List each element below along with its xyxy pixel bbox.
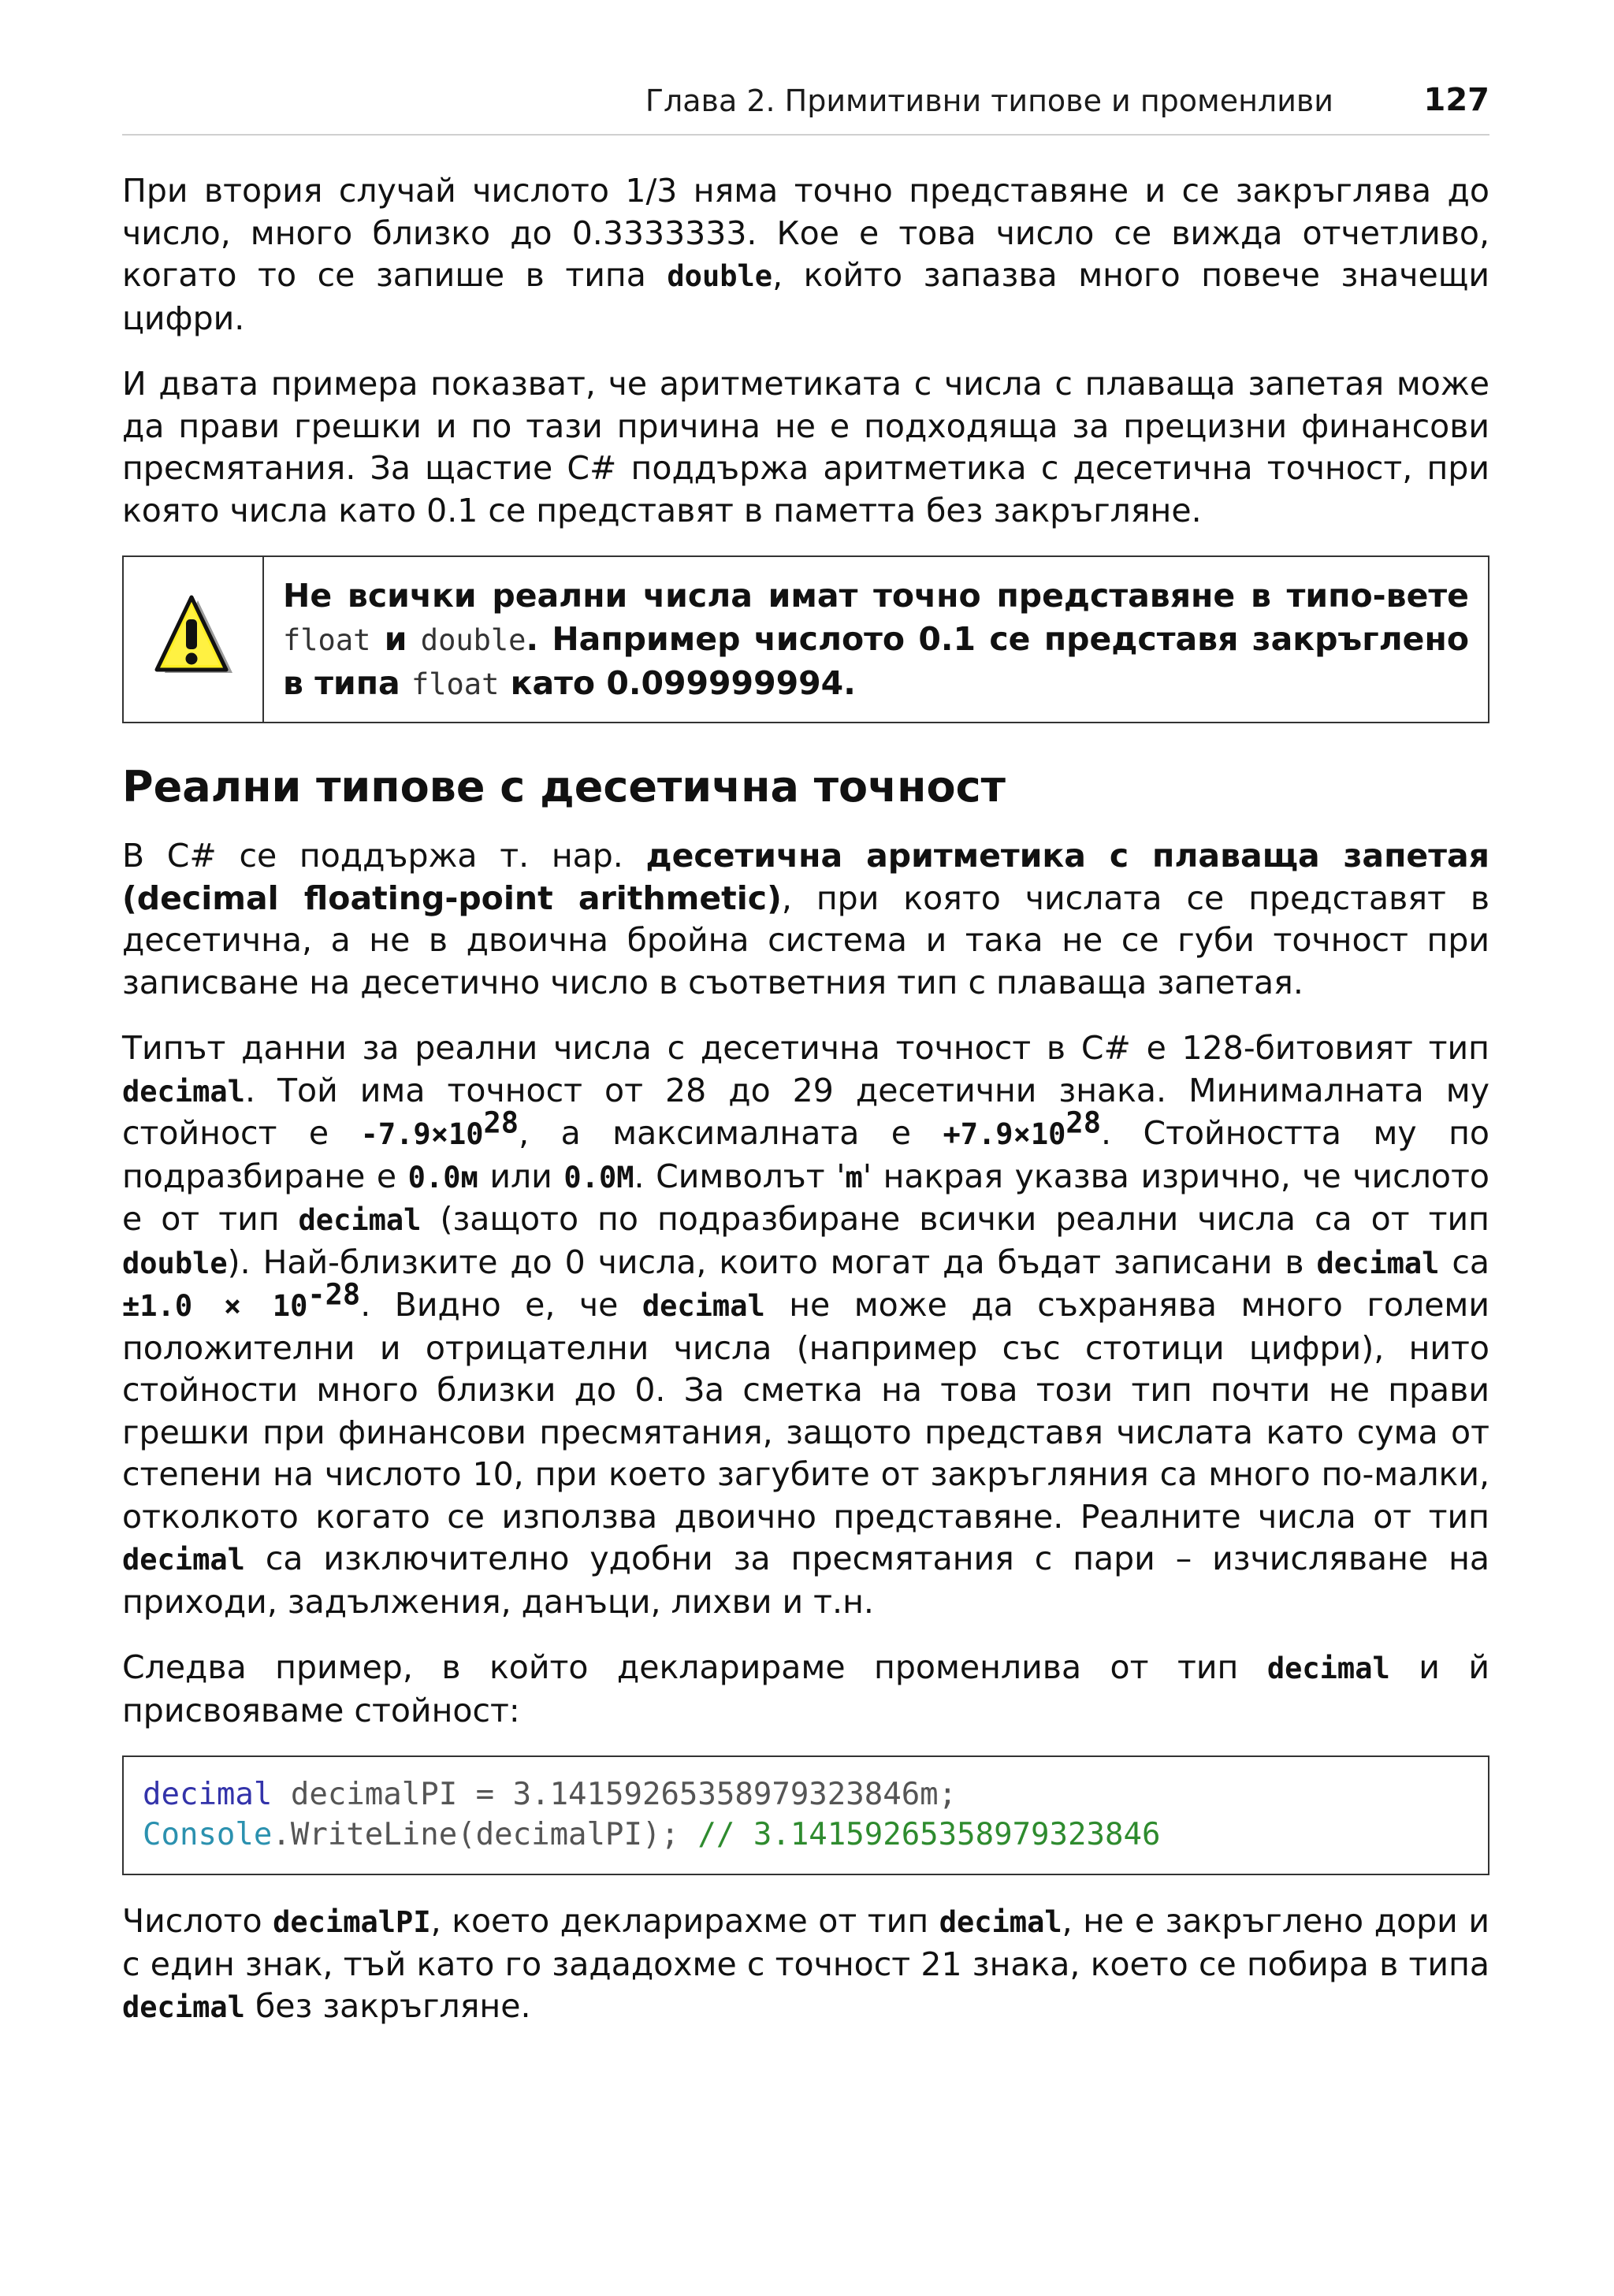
text-run: Следва пример, в който декларираме променлива от тип bbox=[122, 1648, 1267, 1686]
paragraph-4 bbox=[122, 1027, 1489, 1623]
text-run: без закръгляне. bbox=[244, 1987, 531, 2025]
inline-code: +7.9×10 bbox=[943, 1117, 1066, 1151]
text-run: Типът данни за реални числа с десетична точност в C# е 128-битовият тип bbox=[122, 1029, 1489, 1067]
text-run: са изключително удобни за пресмятания с пари – изчисляване на приходи, задължения, данъци, лихви и т.н. bbox=[122, 1540, 1489, 1621]
running-header bbox=[122, 79, 1489, 136]
text-run: Не всички реални числа имат точно представяне в типо-вете bbox=[283, 577, 1469, 615]
inline-code: decimal bbox=[939, 1905, 1062, 1939]
text-run: са bbox=[1439, 1243, 1489, 1281]
chapter-title: Глава 2. Примитивни типове и променливи bbox=[645, 84, 1333, 118]
text-run: При втория случай числото 1/3 няма точно представяне и се закръглява до число, много близко до 0.3333333. Кое е това число се вижда отчетливо, когато то се запише в типа bbox=[122, 172, 1489, 294]
text-run: , не е закръглено дори и с един знак, тъй като го зададохме с точност 21 знака, което се побира в типа bbox=[122, 1902, 1489, 1983]
paragraph-5 bbox=[122, 1647, 1489, 1732]
code-text: .WriteLine(decimalPI); bbox=[272, 1817, 698, 1852]
text-run: В C# се поддържа т. нар. bbox=[122, 837, 646, 875]
inline-code: -7.9×10 bbox=[360, 1117, 484, 1151]
inline-code: decimalPI bbox=[273, 1905, 431, 1939]
text-run: . Видно е, че bbox=[360, 1286, 642, 1324]
warning-icon bbox=[150, 594, 236, 685]
text-run: не може да съхранява много големи положителни и отрицателни числа (например със стотици цифри), нито стойности много близки до 0. За сметка на това този тип почти не прави грешки при финансови пресмятания, защото представя числата като сума от степени на числото 10, при което загубите от закръгляния са много по-малки, отколкото когато се използва двоично представяне. Реалните числа от тип bbox=[122, 1286, 1489, 1536]
text-run: и й присвояваме стойност: bbox=[122, 1648, 1490, 1729]
text-run: като 0.099999994. bbox=[499, 664, 856, 702]
inline-code: decimal bbox=[1316, 1246, 1440, 1280]
inline-code: decimal bbox=[122, 1074, 245, 1109]
text-run: , което декларирахме от тип bbox=[430, 1902, 939, 1940]
page-number: 127 bbox=[1423, 82, 1489, 118]
bold-term: десетична аритметика с плаваща запетая (decimal floating-point arithmetic) bbox=[122, 837, 1489, 917]
inline-code: ±1.0 × 10 bbox=[122, 1289, 308, 1323]
inline-code: float bbox=[411, 667, 500, 701]
inline-code: decimal bbox=[122, 1990, 245, 2024]
text-run: . Символът ' bbox=[634, 1157, 846, 1195]
inline-code: decimal bbox=[122, 1543, 245, 1577]
paragraph-6 bbox=[122, 1900, 1489, 2029]
inline-code: double bbox=[420, 623, 526, 657]
text-run: , който запазва много повече значещи цифри. bbox=[122, 256, 1489, 337]
text-run: И двата примера показват, че аритметиката с числа с плаваща запетая може да прави грешки и по тази причина не е подходяща за прецизни финансови пресмятания. За щастие C# поддържа аритметика с десетична точност, при която числа като 0.1 се представят в паметта без закръгляне. bbox=[122, 365, 1489, 529]
inline-code: float bbox=[283, 623, 371, 657]
code-text: decimalPI = 3.14159265358979323846m; bbox=[272, 1777, 958, 1812]
note-text bbox=[264, 557, 1488, 722]
warning-note bbox=[122, 555, 1489, 723]
inline-code: decimal bbox=[642, 1289, 765, 1323]
exponent: 28 bbox=[483, 1105, 519, 1140]
inline-code: decimal bbox=[298, 1203, 422, 1237]
exponent: 28 bbox=[1065, 1105, 1101, 1140]
text-run: . Той има точност от 28 до 29 десетични знака. Минималната му стойност е bbox=[122, 1071, 1489, 1152]
inline-code: 0.0M bbox=[563, 1160, 634, 1194]
text-run: , при която числата се представят в десетична, а не в двоична бройна система и така не се губи точност при записване на десетично число в съответния тип с плаваща запетая. bbox=[122, 879, 1490, 1001]
code-comment: // 3.14159265358979323846 bbox=[697, 1817, 1161, 1852]
code-block bbox=[122, 1755, 1489, 1875]
inline-code: decimal bbox=[1266, 1651, 1390, 1685]
paragraph-3 bbox=[122, 835, 1489, 1004]
text-run: и bbox=[370, 620, 421, 658]
inline-code: double bbox=[667, 259, 773, 293]
text-run: Числото bbox=[122, 1902, 273, 1940]
text-run: или bbox=[478, 1157, 564, 1195]
text-run: ' накрая указва изрично, че числото е от тип bbox=[122, 1157, 1489, 1238]
section-heading: Реални типове с десетична точност bbox=[122, 762, 1006, 812]
text-run: , а максималната е bbox=[519, 1114, 943, 1152]
text-run: . Стойността му по подразбиране е bbox=[122, 1114, 1490, 1195]
code-keyword: decimal bbox=[143, 1777, 273, 1812]
inline-code: m bbox=[845, 1160, 863, 1194]
inline-code: 0.0м bbox=[407, 1160, 478, 1194]
paragraph-2 bbox=[122, 363, 1489, 532]
page-content bbox=[122, 170, 1489, 2053]
text-run: (защото по подразбиране всички реални числа са от тип bbox=[421, 1200, 1489, 1238]
text-run: . Например числото 0.1 се представя закръглено в типа bbox=[283, 620, 1469, 702]
code-class-name: Console bbox=[143, 1817, 273, 1852]
paragraph-1 bbox=[122, 170, 1489, 340]
exponent: -28 bbox=[307, 1277, 361, 1312]
inline-code: double bbox=[122, 1246, 228, 1280]
note-icon-cell bbox=[124, 557, 264, 722]
text-run: ). Най-близките до 0 числа, които могат да бъдат записани в bbox=[227, 1243, 1317, 1281]
